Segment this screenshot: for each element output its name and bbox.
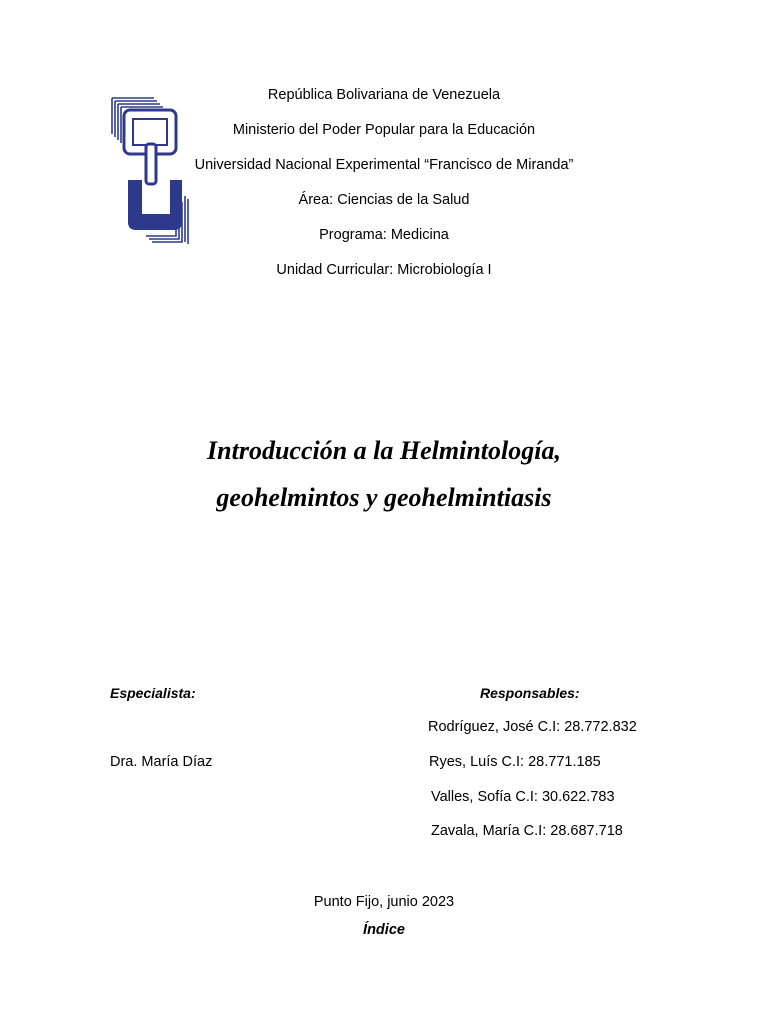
place-date: Punto Fijo, junio 2023 (313, 894, 455, 910)
responsibles-label: Responsables: (480, 685, 580, 701)
responsible-item: Zavala, María C.I: 28.687.718 (431, 823, 623, 839)
specialist-label: Especialista: (110, 685, 196, 701)
header-republic: República Bolivariana de Venezuela (267, 87, 501, 103)
index-heading: Índice (363, 922, 405, 938)
responsible-item: Ryes, Luís C.I: 28.771.185 (429, 754, 601, 770)
header-university: Universidad Nacional Experimental “Francisco de Miranda” (194, 157, 574, 173)
responsible-item: Valles, Sofía C.I: 30.622.783 (431, 789, 615, 805)
specialist-name: Dra. María Díaz (110, 754, 213, 770)
document-title-line2: geohelmintos y geohelmintiasis (216, 483, 552, 512)
header-area: Área: Ciencias de la Salud (298, 192, 470, 208)
responsible-item: Rodríguez, José C.I: 28.772.832 (428, 719, 637, 735)
header-course: Unidad Curricular: Microbiología I (276, 262, 492, 278)
document-title-line1: Introducción a la Helmintología, (207, 436, 561, 465)
header-program: Programa: Medicina (319, 227, 449, 243)
header-ministry: Ministerio del Poder Popular para la Educación (232, 122, 536, 138)
